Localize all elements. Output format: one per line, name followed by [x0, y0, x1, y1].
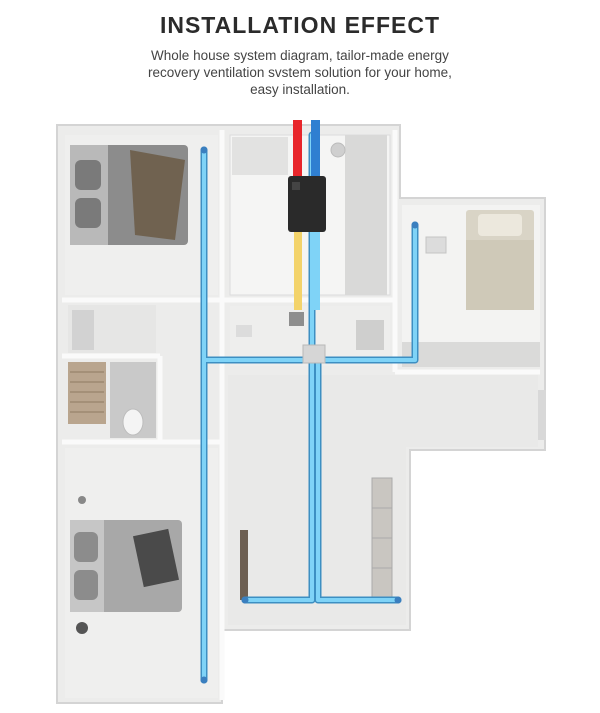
fresh-air-pipe	[311, 120, 320, 180]
bed-icon	[466, 210, 534, 310]
bed-icon	[70, 520, 182, 612]
lamp-icon	[76, 622, 88, 634]
bathroom	[68, 305, 156, 438]
subtitle-line: easy installation.	[250, 82, 350, 97]
bedroom-right	[402, 205, 540, 367]
sink-icon	[331, 143, 345, 157]
yellow-duct	[294, 228, 302, 310]
bed-icon	[70, 145, 188, 245]
bedroom-top-left	[65, 135, 218, 295]
exhaust-pipe	[293, 120, 302, 180]
toilet-icon	[123, 409, 143, 435]
page-title: INSTALLATION EFFECT	[159, 12, 441, 38]
living-room	[228, 375, 546, 625]
sofa-icon	[372, 478, 392, 598]
lamp-icon	[78, 496, 86, 504]
bedroom-bottom-left	[65, 448, 218, 698]
subtitle-line: recovery ventilation svstem solution for your home,	[148, 65, 452, 80]
subtitle-line: Whole house system diagram, tailor-made energy	[151, 48, 449, 63]
